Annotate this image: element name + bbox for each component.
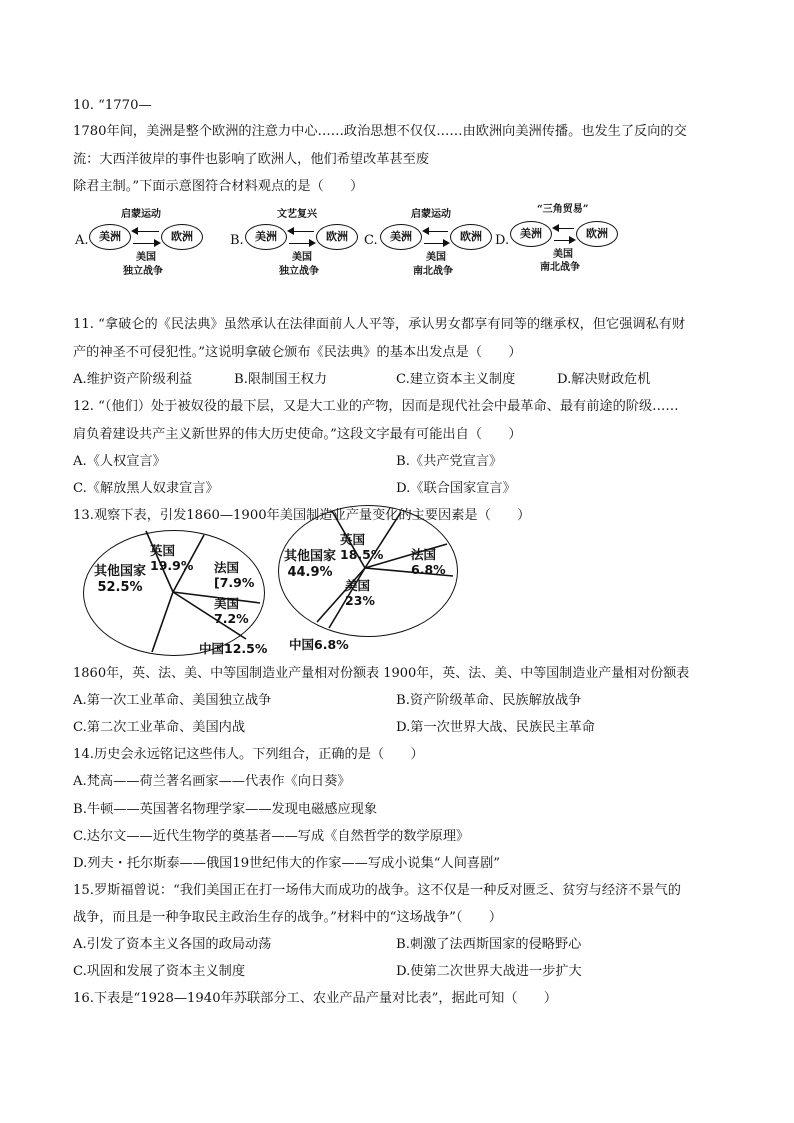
q15-line-2: 战争，而且是一种争取民主政治生存的战争。”材料中的“这场战争”（ ） (73, 910, 503, 925)
pie-1860-divider-5 (152, 592, 173, 652)
arrow-left-icon (133, 231, 159, 232)
q14-option-a: A.梵高——荷兰著名画家——代表作《向日葵》 (73, 774, 351, 789)
q12-option-a: A.《人权宣言》 (73, 454, 166, 469)
arrow-right-icon (554, 240, 574, 241)
arrow-right-icon (289, 243, 314, 244)
q11-line-2: 产的神圣不可侵犯性。”这说明拿破仑颁布《民法典》的基本出发点是（ ） (73, 345, 522, 360)
q10-line-3: 流：大西洋彼岸的事件也影响了欧洲人，他们希望改革甚至废 (73, 152, 430, 167)
diagram-bottom-label-1: 美国 (426, 252, 446, 263)
arrow-left-icon (289, 231, 314, 232)
q11-option-a: A.维护资产阶级利益 (73, 372, 193, 387)
diagram-right-node: 欧洲 (450, 224, 492, 250)
diagram-right-node: 欧洲 (576, 221, 618, 247)
q10-diagram-c (364, 206, 494, 280)
q10-diagram-a (75, 206, 205, 280)
diagram-left-node: 美洲 (89, 224, 131, 250)
diagram-top-label: 启蒙运动 (121, 209, 161, 220)
q14-option-d: D.列夫・托尔斯泰——俄国19世纪伟大的作家——写成小说集“人间喜剧” (73, 856, 500, 871)
q11-option-b: B.限制国王权力 (234, 372, 328, 387)
diagram-bottom-label-2: 南北战争 (540, 262, 580, 273)
q15-option-d: D.使第二次世界大战进一步扩大 (396, 964, 582, 979)
q15-line-1: 15.罗斯福曾说：“我们美国正在打一场伟大而成功的战争。这不仅是一种反对匮乏、贫穷与经济不景气的 (73, 883, 681, 898)
q13-line-1: 13.观察下表，引发1860—1900年美国制造业产量变化的主要因素是（ ） (73, 508, 531, 523)
diagram-letter: D. (495, 233, 510, 248)
q12-option-c: C.《解放黑人奴隶宣言》 (73, 481, 219, 496)
pie-1900-label-china: 中国6.8% (289, 637, 349, 652)
q15-option-c: C.巩固和发展了资本主义制度 (73, 964, 246, 979)
pie-1900-label-uk: 英国 18.5% (340, 532, 384, 562)
pie-1860-label-usa: 美国 7.2% (214, 596, 249, 626)
diagram-bottom-label-2: 独立战争 (279, 266, 319, 277)
diagram-bottom-label-1: 美国 (136, 252, 156, 263)
q10-line-1: 10. “1770— (73, 98, 152, 113)
q10-line-2: 1780年间，美洲是整个欧洲的注意力中心……政治思想不仅仅……由欧洲向美洲传播。也发生了反向的交 (73, 124, 687, 139)
q12-line-1: 12. “（他们）处于被奴役的最下层，又是大工业的产物，因而是现代社会中最革命、最有前途的阶级…… (73, 399, 679, 414)
pie-1860-label-other: 其他国家 52.5% (94, 564, 147, 595)
q14-option-c: C.达尔文——近代生物学的奠基者——写成《自然哲学的数学原理》 (73, 829, 470, 844)
diagram-letter: B. (230, 233, 244, 248)
q14-option-b: B.牛顿——英国著名物理学家——发现电磁感应现象 (73, 802, 378, 817)
q10-line-4: 除君主制。”下面示意图符合材料观点的是（ ） (73, 179, 364, 194)
q13-option-b: B.资产阶级革命、民族解放战争 (396, 693, 582, 708)
q12-option-d: D.《联合国家宣言》 (396, 481, 516, 496)
q14-line-1: 14.历史会永远铭记这些伟人。下列组合，正确的是（ ） (73, 747, 424, 762)
diagram-top-label: “三角贸易” (537, 204, 589, 215)
diagram-bottom-label-2: 南北战争 (413, 266, 453, 277)
q15-option-a: A.引发了资本主义各国的政局动荡 (73, 937, 272, 952)
q13-option-c: C.第二次工业革命、美国内战 (73, 720, 246, 735)
pie-1860-label-uk: 英国 19.9% (150, 543, 194, 573)
q12-option-b: B.《共产党宣言》 (396, 454, 503, 469)
q11-option-d: D.解决财政危机 (557, 372, 651, 387)
pie-1900-label-france: 法国 6.8% (411, 547, 446, 577)
arrow-right-icon (424, 243, 448, 244)
diagram-bottom-label-2: 独立战争 (123, 266, 163, 277)
pie-1900-label-other: 其他国家 44.9% (284, 549, 337, 580)
pie-1860-label-china: 中国12.5% (199, 641, 268, 656)
diagram-top-label: 启蒙运动 (411, 209, 451, 220)
pie-1900-label-usa: 美国 23% (345, 578, 375, 608)
q11-line-1: 11. “拿破仑的《民法典》虽然承认在法律面前人人平等，承认男女都享有同等的继承权，但它强调私有财 (73, 317, 686, 332)
arrow-left-icon (424, 231, 448, 232)
diagram-right-node: 欧洲 (316, 224, 358, 250)
diagram-left-node: 美洲 (510, 221, 552, 247)
diagram-right-node: 欧洲 (161, 224, 203, 250)
q13-chart-caption: 1860年，英、法、美、中等国制造业产量相对份额表 1900年，英、法、美、中等国制造业产量相对份额表 (73, 666, 690, 681)
q10-diagram-b (230, 206, 360, 280)
diagram-left-node: 美洲 (380, 224, 422, 250)
diagram-letter: C. (364, 233, 378, 248)
arrow-left-icon (554, 228, 574, 229)
diagram-left-node: 美洲 (245, 224, 287, 250)
diagram-letter: A. (75, 233, 89, 248)
q13-option-a: A.第一次工业革命、美国独立战争 (73, 693, 272, 708)
diagram-bottom-label-1: 美国 (553, 249, 573, 260)
arrow-right-icon (133, 243, 159, 244)
diagram-bottom-label-1: 美国 (292, 252, 312, 263)
q13-option-d: D.第一次世界大战、民族民主革命 (396, 720, 595, 735)
pie-1860-label-france: 法国 [7.9% (214, 560, 255, 590)
q11-option-c: C.建立资本主义制度 (396, 372, 516, 387)
diagram-top-label: 文艺复兴 (277, 209, 317, 220)
q15-option-b: B.刺激了法西斯国家的侵略野心 (396, 937, 582, 952)
q10-diagram-d (495, 206, 625, 280)
q16-line-1: 16.下表是“1928—1940年苏联部分工、农业产品产量对比表”，据此可知（ ） (73, 991, 558, 1006)
q12-line-2: 肩负着建设共产主义新世界的伟大历史使命。”这段文字最有可能出自（ ） (73, 427, 522, 442)
